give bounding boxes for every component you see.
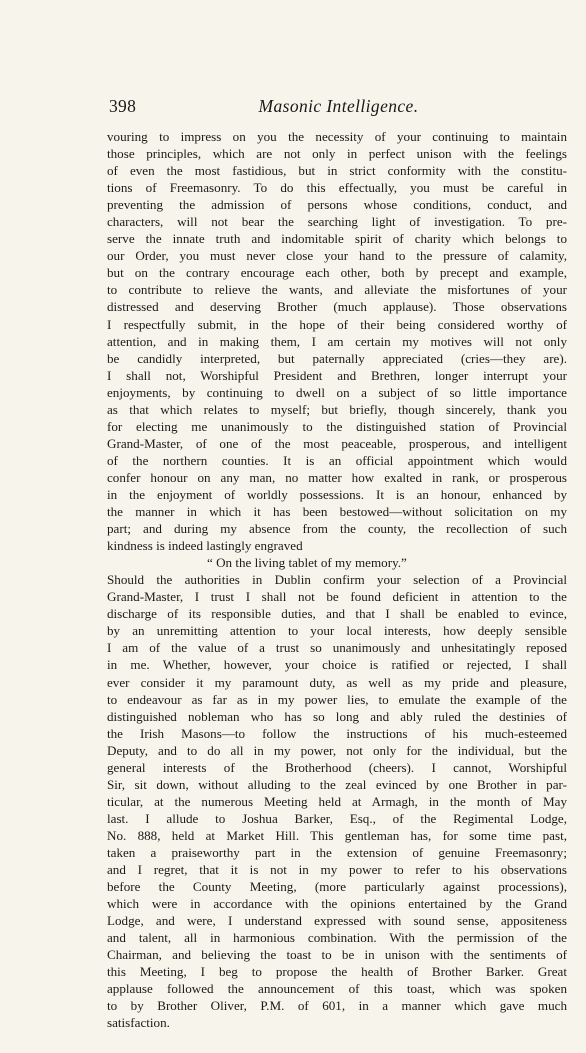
text-line: I am of the value of a trust so unanimously and unhesitatingly reposed <box>107 640 567 656</box>
text-line: in the enjoyment of worldly possessions. It is an honour, enhanced by <box>107 486 567 502</box>
text-line: Grand-Master, I trust I shall not be found deficient in attention to the <box>107 589 567 605</box>
text-line: Chairman, and believing the toast to be in unison with the sentiments of <box>107 947 567 963</box>
text-line: our Order, you must never close your hand to the pressure of calamity, <box>107 248 567 264</box>
text-line: Deputy, and to do all in my power, not only for the individual, but the <box>107 742 567 758</box>
text-line: attention, and in making them, I am certain my motives will not only <box>107 333 567 349</box>
text-line: be candidly interpreted, but paternally appreciated (cries—they are). <box>107 350 567 366</box>
text-line: kindness is indeed lastingly engraved <box>107 538 303 554</box>
text-line: Lodge, and were, I understand expressed with sound sense, appositeness <box>107 913 567 929</box>
text-line: of the northern counties. It is an official appointment which would <box>107 452 567 468</box>
text-line: of even the most fastidious, but in strict conformity with the constitu- <box>107 163 567 179</box>
text-line: which were in accordance with the opinions entertained by the Grand <box>107 896 567 912</box>
text-line: last. I allude to Joshua Barker, Esq., of the Regimental Lodge, <box>107 810 567 826</box>
text-line: applause followed the announcement of this toast, which was spoken <box>107 981 567 997</box>
text-line: Should the authorities in Dublin confirm your selection of a Provincial <box>107 572 567 588</box>
text-line: vouring to impress on you the necessity of your continuing to maintain <box>107 129 567 144</box>
text-line: and I regret, that it is not in my power to refer to his observations <box>107 862 567 878</box>
text-line: but on the contrary encourage each other, both by precept and example, <box>107 265 567 281</box>
text-line: the Irish Masons—to follow the instructions of his much-esteemed <box>107 725 567 741</box>
text-line: ticular, at the numerous Meeting held at Armagh, in the month of May <box>107 793 567 809</box>
page-number: 398 <box>109 96 137 116</box>
text-line: Grand-Master, of one of the most peaceable, prosperous, and intelligent <box>107 435 567 451</box>
text-line: the manner in which it has been bestowed—without solicitation on my <box>107 504 567 520</box>
text-line: taken a praiseworthy part in the extension of genuine Freemasonry; <box>107 844 567 860</box>
text-line: by an unremitting attention to your local interests, how deeply sensible <box>107 623 567 639</box>
text-line: discharge of its responsible duties, and that I shall be enabled to evince, <box>107 606 567 622</box>
text-line: part; and during my absence from the county, the recollection of such <box>107 521 567 537</box>
page-header <box>109 96 568 122</box>
text-line: to contribute to relieve the wants, and alleviate the misfortunes of your <box>107 282 567 298</box>
text-line: characters, will not bear the searching light of investigation. To pre- <box>107 214 567 230</box>
text-line: preventing the admission of persons whose conditions, conduct, and <box>107 197 567 213</box>
text-line: distressed and deserving Brother (much applause). Those observations <box>107 299 567 315</box>
text-line: before the County Meeting, (more particularly against processions), <box>107 879 567 895</box>
text-line: serve the innate truth and indomitable spirit of charity which belongs to <box>107 231 567 247</box>
text-line: and talent, all in harmonious combination. With the permission of the <box>107 930 567 946</box>
text-line: tions of Freemasonry. To do this effectually, you must be careful in <box>107 180 567 196</box>
running-title: Masonic Intelligence. <box>258 96 419 116</box>
text-line: I shall not, Worshipful President and Brethren, longer interrupt your <box>107 367 567 383</box>
text-line: confer honour on any man, no matter how exalted in rank, or prosperous <box>107 469 567 485</box>
text-line: in me. Whether, however, your choice is ratified or rejected, I shall <box>107 657 567 673</box>
body-text <box>107 128 567 1031</box>
text-line: as that which relates to myself; but briefly, though sincerely, thank you <box>107 401 567 417</box>
quotation-line: “ On the living tablet of my memory.” <box>207 555 407 571</box>
text-line: I respectfully submit, in the hope of their being considered worthy of <box>107 316 567 332</box>
text-line: No. 888, held at Market Hill. This gentleman has, for some time past, <box>107 827 567 843</box>
text-line: this Meeting, I beg to propose the health of Brother Barker. Great <box>107 964 567 980</box>
text-line: Sir, sit down, without alluding to the zeal evinced by one Brother in par- <box>107 776 567 792</box>
text-line: to by Brother Oliver, P.M. of 601, in a manner which gave much <box>107 998 567 1014</box>
text-line: satisfaction. <box>107 1015 170 1031</box>
text-line: distinguished nobleman who has so long and ably ruled the destinies of <box>107 708 567 724</box>
text-line: general interests of the Brotherhood (cheers). I cannot, Worshipful <box>107 759 567 775</box>
text-line: those principles, which are not only in perfect unison with the feelings <box>107 146 567 162</box>
text-line: to endeavour as far as in my power lies, to emulate the example of the <box>107 691 567 707</box>
text-line: for electing me unanimously to the distinguished station of Provincial <box>107 418 567 434</box>
text-line: enjoyments, by continuing to dwell on a subject of so little importance <box>107 384 567 400</box>
text-line: ever consider it my paramount duty, as well as my pride and pleasure, <box>107 674 567 690</box>
